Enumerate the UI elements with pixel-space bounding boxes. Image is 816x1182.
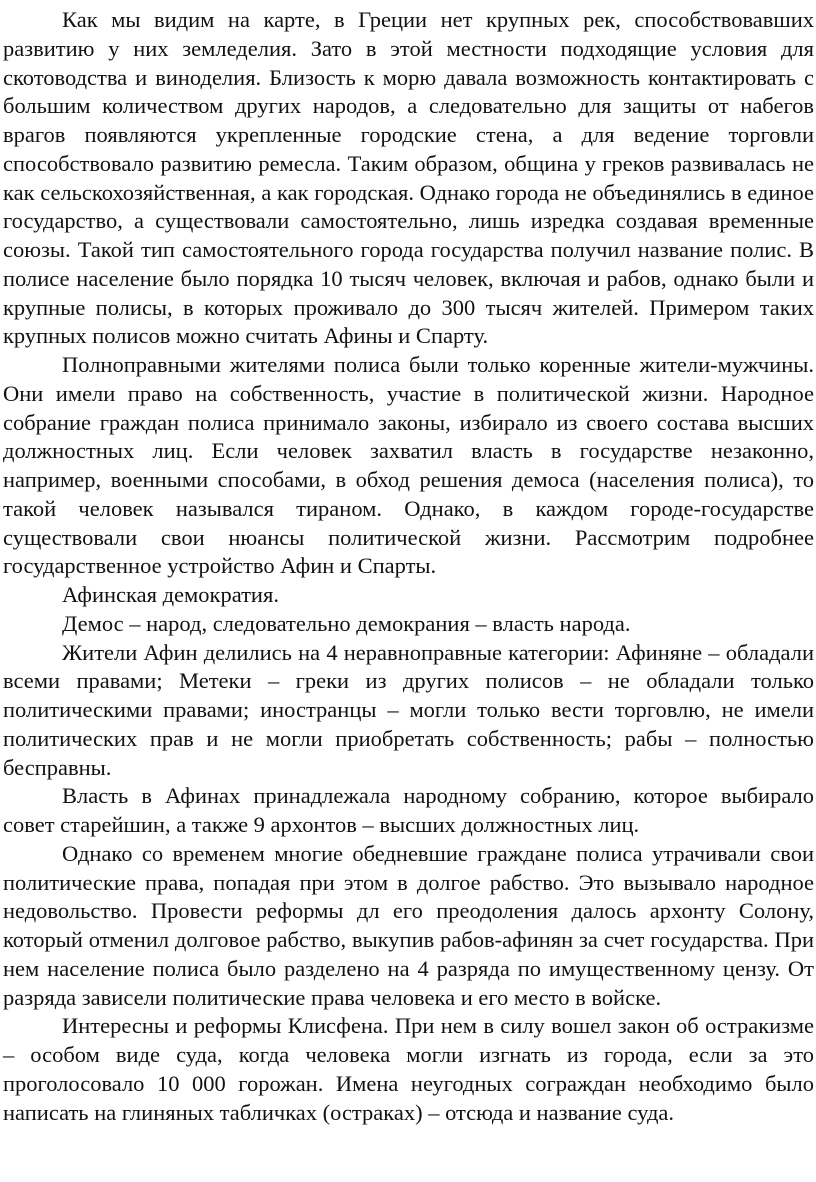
paragraph-athens-categories: Жители Афин делились на 4 неравноправные категории: Афиняне – обладали всеми правами; Метеки – греки из других полисов – не обладали только политическими правами; иностранцы – могли только вести торговлю, не имели политических прав и не могли приобретать собственность; рабы – полностью бесправны. [3, 639, 814, 780]
paragraph-solon-reforms: Однако со временем многие обедневшие граждане полиса утрачивали свои политические права, попадая при этом в долгое рабство. Это вызывало народное недовольство. Провести реформы дл его преодоления далось архонту Солону, который отменил долговое рабство, выкупив рабов-афинян за счет государства. При нем население полиса было разделено на 4 разряда по имущественному цензу. От разряда зависели политические права человека и его место в войске. [3, 840, 814, 1010]
paragraph-polis-citizens: Полноправными жителями полиса были только коренные жители-мужчины. Они имели право на собственность, участие в политической жизни. Народное собрание граждан полиса принимало законы, избирало из своего состава высших должностных лиц. Если человек захватил власть в государстве незаконно, например, военными способами, в обход решения демоса (населения полиса), то такой человек назывался тираном. Однако, в каждом городе-государстве существовали свои нюансы политической жизни. Рассмотрим подробнее государственное устройство Афин и Спарты. [3, 352, 814, 579]
paragraph-athens-power: Власть в Афинах принадлежала народному собранию, которое выбирало совет старейшин, а также 9 архонтов – высших должностных лиц. [3, 783, 814, 837]
paragraph-demos-definition: Демос – народ, следовательно демокрания – власть народа. [62, 610, 631, 636]
paragraph-greece-geography: Как мы видим на карте, в Греции нет крупных рек, способствовавших развитию у них земледелия. Зато в этой местности подходящие условия для скотоводства и виноделия. Близость к морю давала возможность контактировать с большим количеством других народов, а следовательно для защиты от набегов врагов появляются укрепленные городские стена, а для ведение торговли способствовало развитию ремесла. Таким образом, община у греков развивалась не как сельскохозяйственная, а как городская. Однако города не объединялись в единое государство, а существовали самостоятельно, лишь изредка создавая временные союзы. Такой тип самостоятельного города государства получил название полис. В полисе население было порядка 10 тысяч человек, включая и рабов, однако были и крупные полисы, в которых проживало до 300 тысяч жителей. Примером таких крупных полисов можно считать Афины и Спарту. [3, 7, 814, 349]
paragraph-athenian-democracy-heading: Афинская демократия. [62, 582, 279, 607]
paragraph-cleisthenes-reforms: Интересны и реформы Клисфена. При нем в силу вошел закон об остракизме – особом виде суда, когда человека могли изгнать из города, если за это проголосовало 10 000 горожан. Имена неугодных сограждан необходимо было написать на глиняных табличках (остраках) – отсюда и название суда. [3, 1013, 814, 1125]
